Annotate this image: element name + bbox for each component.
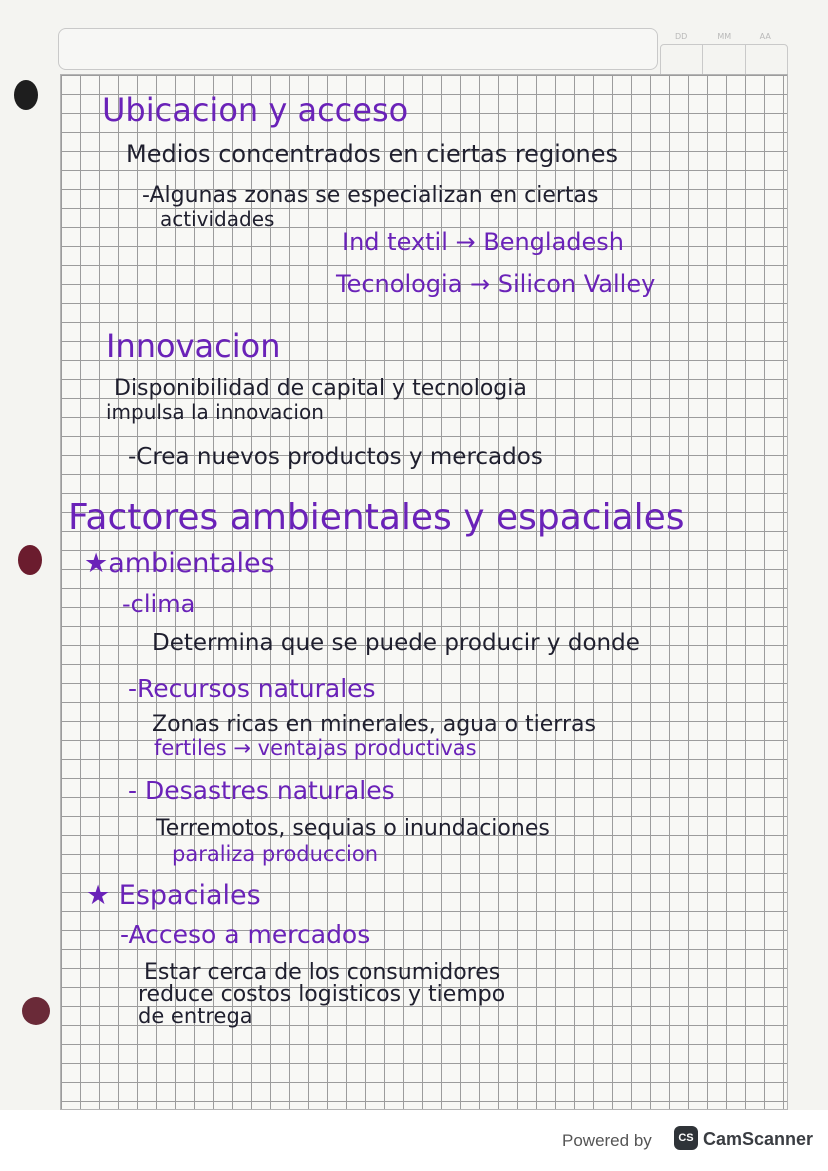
note-line: Determina que se puede producir y donde <box>152 630 640 656</box>
page-header-bar <box>58 28 658 70</box>
date-day-label: DD <box>675 32 688 41</box>
example-line: Ind textil → Bengladesh <box>342 228 624 256</box>
topic-label: -Recursos naturales <box>128 674 376 703</box>
date-day-box <box>661 32 703 77</box>
date-month-box <box>703 32 745 77</box>
note-line: fertiles → ventajas productivas <box>154 736 477 760</box>
topic-label: -Acceso a mercados <box>120 920 371 949</box>
subheading-espaciales: ★ Espaciales <box>86 880 261 911</box>
heading-innovacion: Innovacion <box>106 327 281 365</box>
date-year-label: AA <box>759 32 771 41</box>
example-line: Tecnologia → Silicon Valley <box>336 270 656 298</box>
note-line: impulsa la innovacion <box>106 400 324 424</box>
note-line: Terremotos, sequias o inundaciones <box>156 816 550 841</box>
binder-hole <box>22 997 50 1025</box>
binder-hole <box>14 80 38 110</box>
heading-factores: Factores ambientales y espaciales <box>68 497 685 538</box>
binder-hole <box>18 545 42 575</box>
topic-label: - Desastres naturales <box>128 776 395 805</box>
note-line: Medios concentrados en ciertas regiones <box>126 140 619 168</box>
camscanner-brand: CamScanner <box>703 1129 814 1149</box>
date-year-box <box>746 32 787 77</box>
date-field <box>660 32 788 78</box>
note-line: de entrega <box>138 1004 253 1028</box>
camscanner-logo-icon: CS <box>674 1126 698 1150</box>
note-line: Zonas ricas en minerales, agua o tierras <box>152 712 596 737</box>
note-line: Estar cerca de los consumidores <box>144 960 501 985</box>
subheading-ambientales: ★ambientales <box>84 548 275 579</box>
note-line: actividades <box>160 207 275 231</box>
note-line: Disponibilidad de capital y tecnologia <box>114 376 527 401</box>
topic-label: -clima <box>122 590 196 618</box>
date-month-label: MM <box>717 32 732 41</box>
note-line: paraliza produccion <box>172 842 379 866</box>
note-line: -Algunas zonas se especializan en ciertas <box>142 183 599 208</box>
note-line: reduce costos logisticos y tiempo <box>138 982 506 1007</box>
powered-by-text: Powered by <box>562 1131 652 1150</box>
heading-ubicacion: Ubicacion y acceso <box>102 91 409 129</box>
note-line: -Crea nuevos productos y mercados <box>128 444 543 470</box>
